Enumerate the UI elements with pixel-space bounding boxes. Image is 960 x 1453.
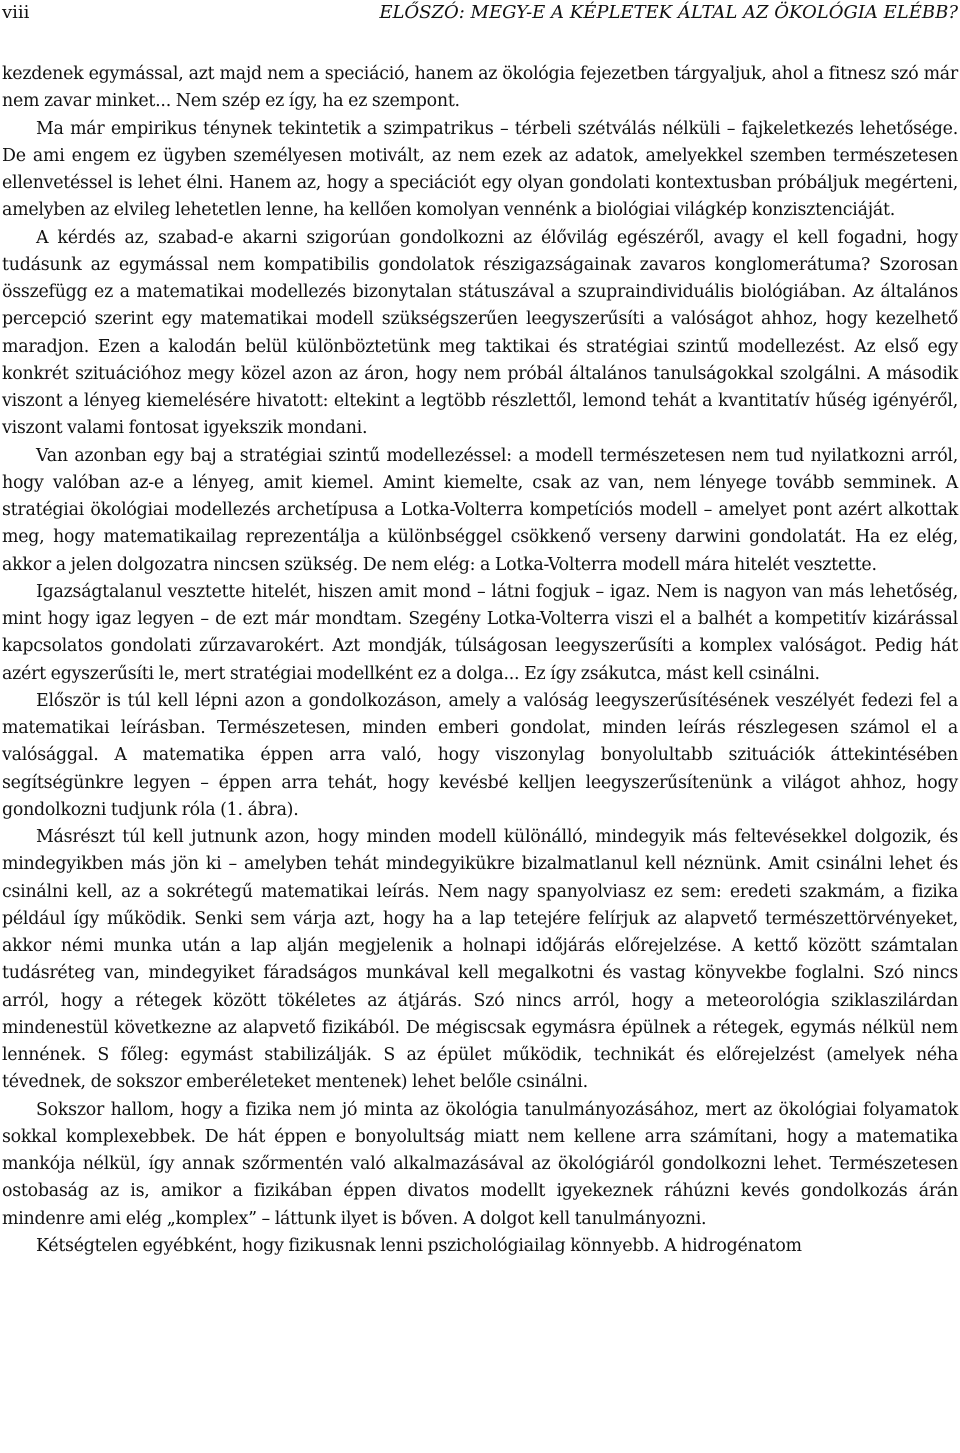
paragraph: Igazságtalanul vesztette hitelét, hiszen amit mond – látni fogjuk – igaz. Nem is nagyon van más lehetőség, mint hogy igaz legyen – de ezt már mondtam. Szegény Lotka-Volterra viszi el a balhét a kompetitív kizárással kapcsolatos gondolati zűrzavarokért. Azt mondják, túlságosan leegyszerűsíti a komplex valóságot. Pedig hát azért egyszerűsíti le, mert stratégiai modellként ez a dolga... Ez így zsákutca, mást kell csinálni. <box>2 581 958 684</box>
paragraph: A kérdés az, szabad-e akarni szigorúan gondolkozni az élővilág egészéről, avagy el kell fogadni, hogy tudásunk az egymással nem kompatibilis gondolatok részigazságainak zavaros konglomerátuma? Szorosan összefügg ez a matematikai modellezés bizonytalan státuszával a szupraindividuális biológiában. Az általános percepció szerint egy matematikai modell szükségszerűen leegyszerűsíti a valóságot ahhoz, hogy kezelhető maradjon. Ezen a kalodán belül különböztetünk meg taktikai és stratégiai szintű modellezést. Az első egy konkrét szituációhoz megy közel azon az áron, hogy nem próbál általános tanulságokkal szolgálni. A második viszont a lényeg kiemelésére hivatott: eltekint a legtöbb részlettől, lemond tehát a kvantitatív hűség igényéről, viszont valami fontosat igyekszik mondani. <box>2 227 958 439</box>
paragraph: Van azonban egy baj a stratégiai szintű modellezéssel: a modell természetesen nem tud nyilatkozni arról, hogy valóban az-e a lényeg, amit kiemel. Amint kiemelte, csak az van, nem lényege tovább semminek. A stratégiai ökológiai modellezés archetípusa a Lotka-Volterra kompetíciós modell – amelyet pont azért alkottak meg, hogy matematikailag reprezentálja a különbséggel csökkenő verseny darwini gondolatát. Ha ez elég, akkor a jelen dolgozatra nincsen szükség. De nem elég: a Lotka-Volterra modell mára hitelét vesztette. <box>2 445 958 575</box>
page-number: viii <box>2 2 30 23</box>
body-text <box>2 61 958 1260</box>
paragraph: Ma már empirikus ténynek tekintetik a szimpatrikus – térbeli szétválás nélküli – fajkeletkezés lehetősége. De ami engem ez ügyben személyesen motivált, az nem ezek az adatok, amelyekkel szemben természetesen ellenvetéssel is lehet élni. Hanem az, hogy a speciációt egy olyan gondolati kontextusban próbáljuk megérteni, amelyben az elvileg lehetetlen lenne, ha kellően komolyan vennénk a biológiai világkép konzisztenciáját. <box>2 118 958 221</box>
chapter-title: ELŐSZÓ: MEGY-E A KÉPLETEK ÁLTAL AZ ÖKOLÓGIA ELÉBB? <box>379 2 958 23</box>
paragraph: Kétségtelen egyébként, hogy fizikusnak lenni pszichológiailag könnyebb. A hidrogénatom <box>36 1235 802 1256</box>
running-header <box>2 0 958 30</box>
paragraph: Másrészt túl kell jutnunk azon, hogy minden modell különálló, mindegyik más feltevésekkel dolgozik, és mindegyikben más jön ki – amelyben tehát mindegyikükre bizalmatlanul kell néznünk. Amit csinálni lehet és csinálni kell, az a sokrétegű matematikai leírás. Nem nagy spanyolviasz ez sem: eredeti szakmám, a fizika például így működik. Senki sem várja azt, hogy ha a lap tetejére felírjuk az alapvető természettörvényeket, akkor némi munka után a lap alján megjelenik a holnapi időjárás előrejelzése. A kettő között számtalan tudásréteg van, mindegyiket fáradságos munkával kell megalkotni és vastag könyvekbe foglalni. Szó nincs arról, hogy a rétegek között tökéletes az átjárás. Szó nincs arról, hogy a meteorológia sziklaszilárdan mindenestül következne az alapvető fizikából. De mégiscsak egymásra épülnek a rétegek, egymás nélkül nem lennének. S főleg: egymást stabilizálják. S az épület működik, technikát és előrejelzést (amelyek néha tévednek, de sokszor emberéleteket mentenek) lehet belőle csinálni. <box>2 827 958 1093</box>
paragraph: kezdenek egymással, azt majd nem a speciáció, hanem az ökológia fejezetben tárgyaljuk, ahol a fitnesz szó már nem zavar minket... Nem szép ez így, ha ez szempont. <box>2 64 958 112</box>
paragraph: Sokszor hallom, hogy a fizika nem jó minta az ökológia tanulmányozásához, mert az ökológiai folyamatok sokkal komplexebbek. De hát éppen e bonyolultság miatt nem kellene arra számítani, hogy a matematika mankója nélkül, így annak szőrmentén való alkalmazásával az ökológiáról gondolkozni lehet. Természetesen ostobaság az is, amikor a fizikában éppen divatos modellt igyekeznek ráhúzni kevés gondolkozás árán mindenre ami elég „komplex” – láttunk ilyet is bőven. A dolgot kell tanulmányozni. <box>2 1099 958 1229</box>
paragraph: Először is túl kell lépni azon a gondolkozáson, amely a valóság leegyszerűsítésének veszélyét fedezi fel a matematikai leírásban. Természetesen, minden emberi gondolat, minden leírás részlegesen számol el a valósággal. A matematika éppen arra való, hogy viszonylag bonyolultabb szituációk áttekintésében segítségünkre legyen – éppen arra tehát, hogy kevésbé kelljen leegyszerűsítenünk a világot ahhoz, hogy gondolkozni tudjunk róla (1. ábra). <box>2 690 958 820</box>
